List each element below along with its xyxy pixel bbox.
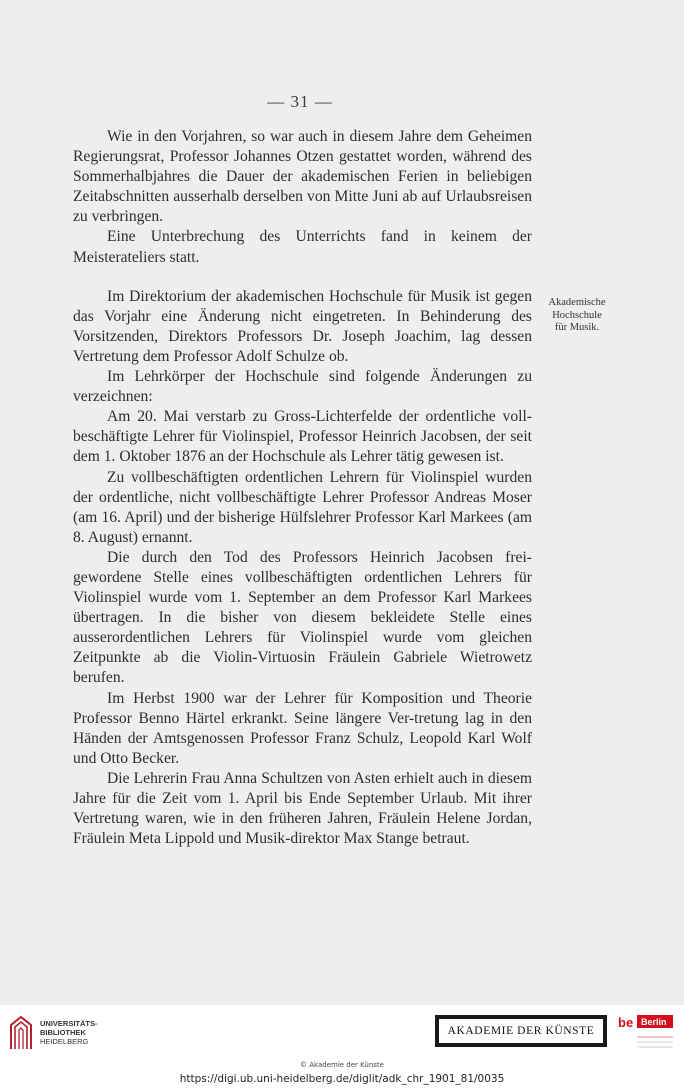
paragraph-schultzen: Die Lehrerin Frau Anna Schultzen von Asten erhielt auch in diesem Jahre für die Zeit vom 1. April bis Ende September Urlaub. Mit ihrer Vertretung waren, wie in den früheren Jahren, Fräulein Helene Jordan, Fräulein Meta Lippold und Musik-direktor Max Stange betraut. <box>73 769 532 848</box>
be-berlin-logo-icon[interactable] <box>617 1013 675 1053</box>
akademie-der-kuenste-label: AKADEMIE DER KÜNSTE <box>439 1019 603 1043</box>
body-text <box>73 127 532 849</box>
paragraph-otzen: Wie in den Vorjahren, so war auch in diesem Jahre dem Geheimen Regierungsrat, Professor Johannes Otzen gestattet worden, während des Sommerhalbjahres die Dauer der akademischen Ferien in beliebigen Zeitabschnitten ausserhalb derselben von Mitte Juni ab auf Urlaubsreisen zu verbringen. <box>73 128 532 226</box>
university-library-logo-icon[interactable] <box>8 1013 34 1053</box>
paragraph-markees: Die durch den Tod des Professors Heinrich Jacobsen frei-gewordene Stelle eines vollbeschäftigten ordentlichen Lehrers für Violinspiel wurde vom 1. September an dem Professor Karl Markees übertragen. In die bisher von diesem bekleidete Stelle eines ausserordentlichen Lehrers für Violinspiel wurde vom gleichen Zeitpunkte ab die Violin-Virtuosin Fräulein Gabriele Wietrowetz berufen. <box>73 548 532 687</box>
margin-note-line: Akademische <box>548 297 606 308</box>
paragraph-violinspiel: Zu vollbeschäftigten ordentlichen Lehrern für Violinspiel wurden der ordentliche, nicht vollbeschäftigte Lehrer Professor Andreas Moser (am 16. April) und der bisherige Hülfslehrer Professor Karl Markees (am 8. August) ernannt. <box>73 468 532 546</box>
margin-note-line: für Musik. <box>554 322 600 333</box>
paragraph-meisterateliers: Eine Unterbrechung des Unterrichts fand in keinem der Meisterateliers statt. <box>73 228 532 266</box>
paragraph-direktorium: Im Direktorium der akademischen Hochschule für Musik ist gegen das Vorjahr eine Änderung nicht eingetreten. In Behinderung des Vorsitzenden, Direktors Professors Dr. Joseph Joachim, lag dessen Vertretung dem Professor Adolf Schulze ob. <box>73 287 532 365</box>
copyright-notice: © Akademie der Künste <box>300 1061 384 1069</box>
margin-note-line: Hochschule <box>552 309 602 321</box>
university-library-name[interactable]: UNIVERSITÄTS- BIBLIOTHEK HEIDELBERG <box>40 1019 98 1046</box>
paragraph-jacobsen: Am 20. Mai verstarb zu Gross-Lichterfelde der ordentliche voll-beschäftigte Lehrer für Violinspiel, Professor Heinrich Jacobsen, der seit dem 1. Oktober 1876 an der Hochschule als Lehrer tätig gewesen ist. <box>73 408 532 466</box>
svg-text:Berlin: Berlin <box>641 1017 667 1027</box>
permalink-url[interactable]: https://digi.ub.uni-heidelberg.de/diglit/adk_chr_1901_81/0035 <box>179 1073 505 1085</box>
margin-note <box>537 297 617 335</box>
viewer-footer <box>0 1005 684 1089</box>
page-number: — 31 — <box>267 92 333 111</box>
paragraph-haertel: Im Herbst 1900 war der Lehrer für Komposition und Theorie Professor Benno Härtel erkrankt. Seine längere Ver-tretung lag in den Händen der Amtsgenossen Professor Franz Schulz, Leopold Karl Wolf und Otto Becker. <box>73 689 532 767</box>
svg-text:be: be <box>618 1015 634 1030</box>
paragraph-lehrkoerper: Im Lehrkörper der Hochschule sind folgende Änderungen zu verzeichnen: <box>73 368 532 406</box>
akademie-der-kuenste-logo[interactable] <box>435 1015 607 1047</box>
